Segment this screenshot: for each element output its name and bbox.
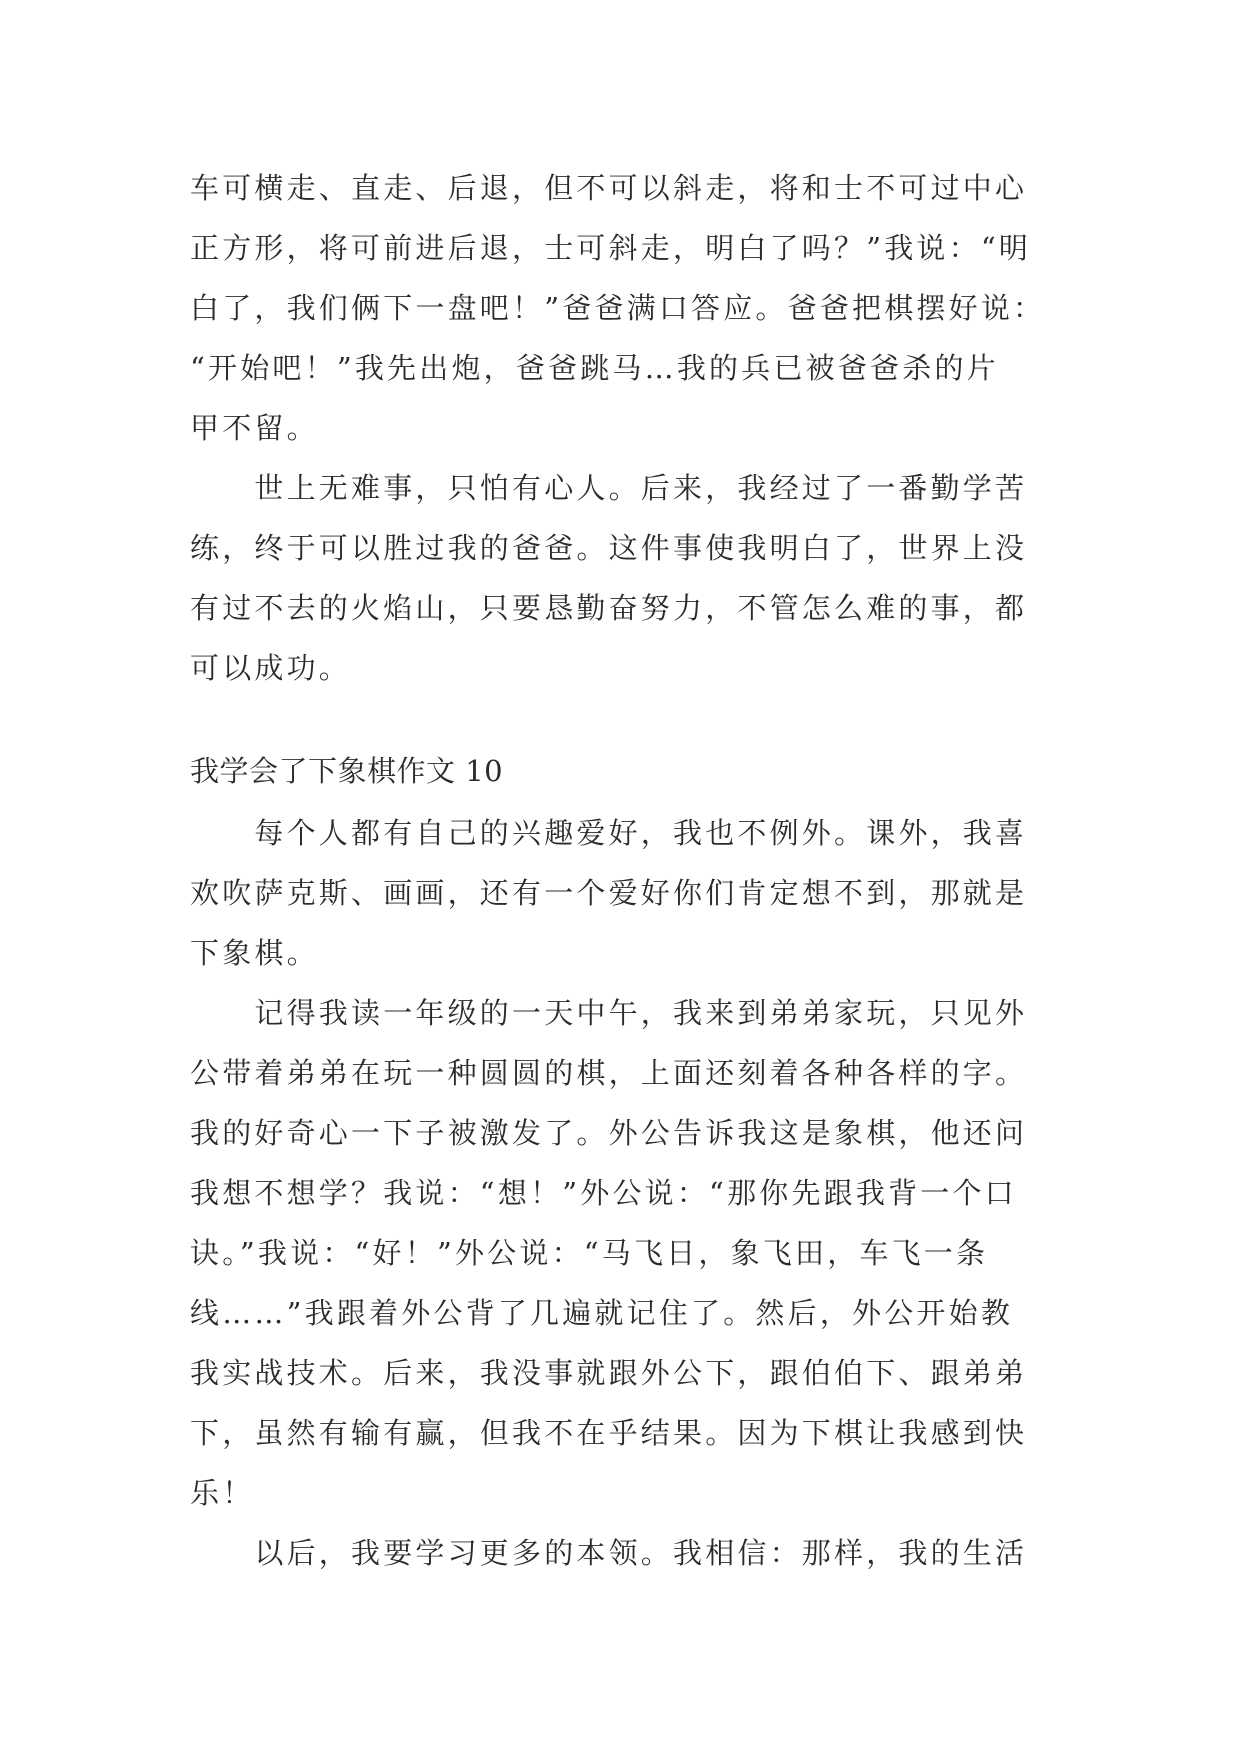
- text-line: 白了，我们俩下一盘吧！”爸爸满口答应。爸爸把棋摆好说：: [190, 291, 1046, 325]
- text-line: 车可横走、直走、后退，但不可以斜走，将和士不可过中心: [190, 171, 1028, 205]
- text-line: 我实战技术。后来，我没事就跟外公下，跟伯伯下、跟弟弟: [190, 1356, 1028, 1390]
- text-line: 有过不去的火焰山，只要恳勤奋努力，不管怎么难的事，都: [190, 591, 1028, 625]
- text-line: 下象棋。: [190, 936, 319, 970]
- text-line: 甲不留。: [190, 411, 319, 445]
- text-line: 下，虽然有输有赢，但我不在乎结果。因为下棋让我感到快: [190, 1416, 1028, 1450]
- text-line: 每个人都有自己的兴趣爱好，我也不例外。课外，我喜: [190, 816, 1028, 850]
- text-line: 乐！: [190, 1476, 255, 1510]
- text-line: 练，终于可以胜过我的爸爸。这件事使我明白了，世界上没: [190, 531, 1028, 565]
- text-line: 以后，我要学习更多的本领。我相信：那样，我的生活: [190, 1536, 1028, 1570]
- text-line: 公带着弟弟在玩一种圆圆的棋，上面还刻着各种各样的字。: [190, 1056, 1028, 1090]
- text-line: 可以成功。: [190, 651, 352, 685]
- text-line: 线……”我跟着外公背了几遍就记住了。然后，外公开始教: [190, 1296, 1014, 1330]
- text-line: 记得我读一年级的一天中午，我来到弟弟家玩，只见外: [190, 996, 1028, 1030]
- text-line: 诀。”我说：“好！”外公说：“马飞日，象飞田，车飞一条: [190, 1236, 989, 1270]
- text-line: 世上无难事，只怕有心人。后来，我经过了一番勤学苦: [190, 471, 1028, 505]
- text-line: 正方形，将可前进后退，士可斜走，明白了吗？”我说：“明: [190, 231, 1032, 265]
- text-line: 我想不想学？我说：“想！”外公说：“那你先跟我背一个口: [190, 1176, 1017, 1210]
- section-title: 我学会了下象棋作文 10: [190, 754, 504, 788]
- text-line: 我的好奇心一下子被激发了。外公告诉我这是象棋，他还问: [190, 1116, 1028, 1150]
- text-line: 欢吹萨克斯、画画，还有一个爱好你们肯定想不到，那就是: [190, 876, 1028, 910]
- text-line: “开始吧！”我先出炮，爸爸跳马…我的兵已被爸爸杀的片: [190, 351, 999, 385]
